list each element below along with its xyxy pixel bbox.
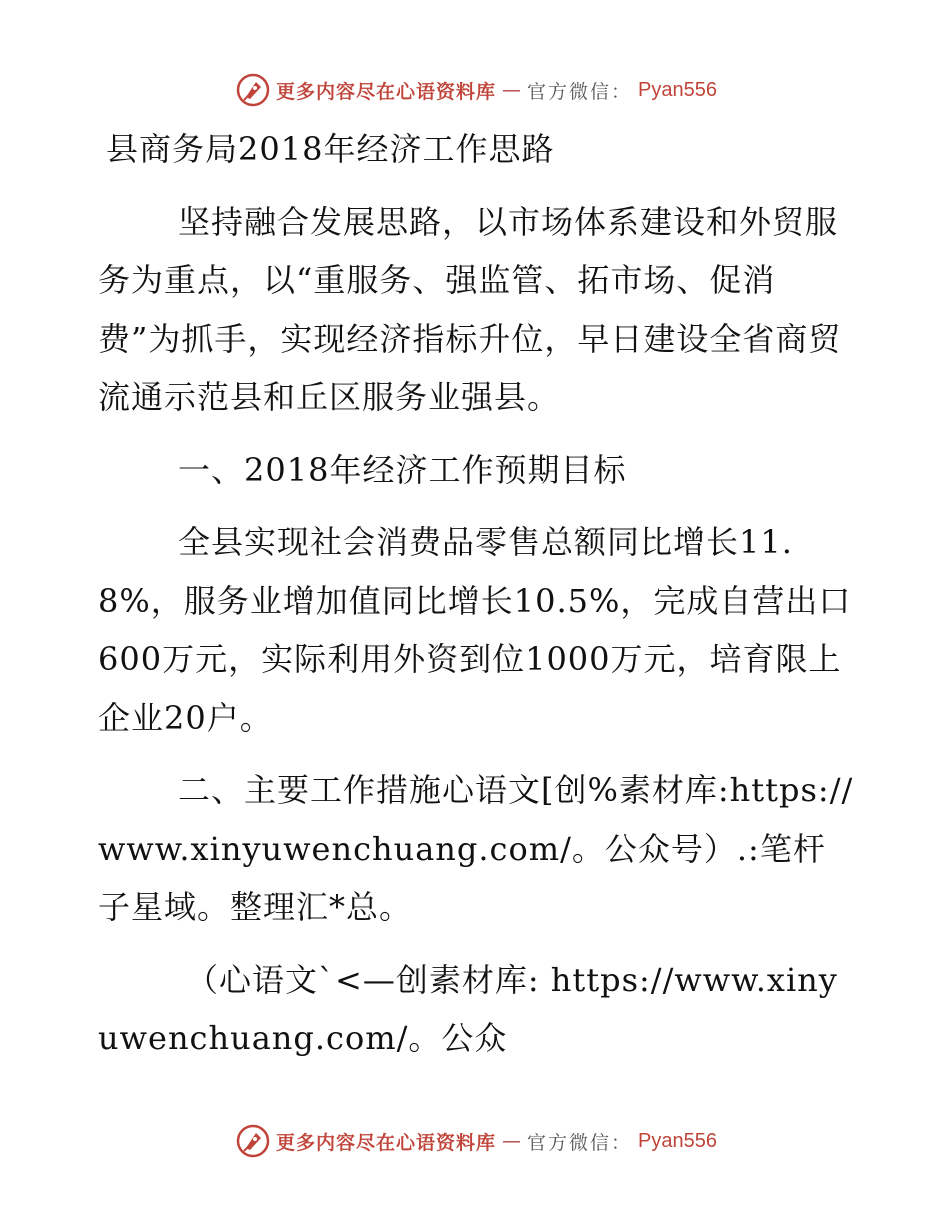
- section-heading-goals: 一、2018年经济工作预期目标: [178, 450, 627, 489]
- watermark-handle: Pyan556: [638, 1129, 717, 1152]
- paragraph-intro: 坚持融合发展思路，以市场体系建设和外贸服务为重点，以“重服务、强监管、拓市场、促消费”为抓手，实现经济指标升位，早日建设全省商贸流通示范县和丘区服务业强县。: [98, 202, 842, 416]
- watermark-banner-top: [236, 73, 717, 107]
- section-heading-measures: 二、主要工作措施心语文[创%素材库:https://www.xinyuwenchuang.com/。公众号）.:笔杆子星域。整理汇*总。: [98, 771, 854, 926]
- watermark-banner-bottom: [236, 1124, 717, 1158]
- watermark-official-label: 官方微信：: [527, 80, 633, 103]
- watermark-brand-text: 更多内容尽在心语资料库: [276, 80, 497, 103]
- watermark-handle: Pyan556: [638, 78, 717, 101]
- paragraph-goals: 全县实现社会消费品零售总额同比增长11.8%，服务业增加值同比增长10.5%，完成自营出口600万元，实际利用外资到位1000万元，培育限上企业20户。: [98, 523, 852, 737]
- pen-nib-logo-icon: [236, 73, 270, 107]
- pen-nib-logo-icon: [236, 1124, 270, 1158]
- watermark-brand-text: 更多内容尽在心语资料库: [276, 1131, 497, 1154]
- paragraph-source-note: （心语文`<—创素材库: https://www.xinyuwenchuang.com/。公众: [98, 960, 838, 1057]
- watermark-dash: —: [502, 79, 522, 101]
- document-body: [98, 120, 858, 1082]
- document-title: 县商务局2018年经济工作思路: [106, 130, 555, 168]
- watermark-dash: —: [502, 1130, 522, 1152]
- watermark-official-label: 官方微信：: [527, 1131, 633, 1154]
